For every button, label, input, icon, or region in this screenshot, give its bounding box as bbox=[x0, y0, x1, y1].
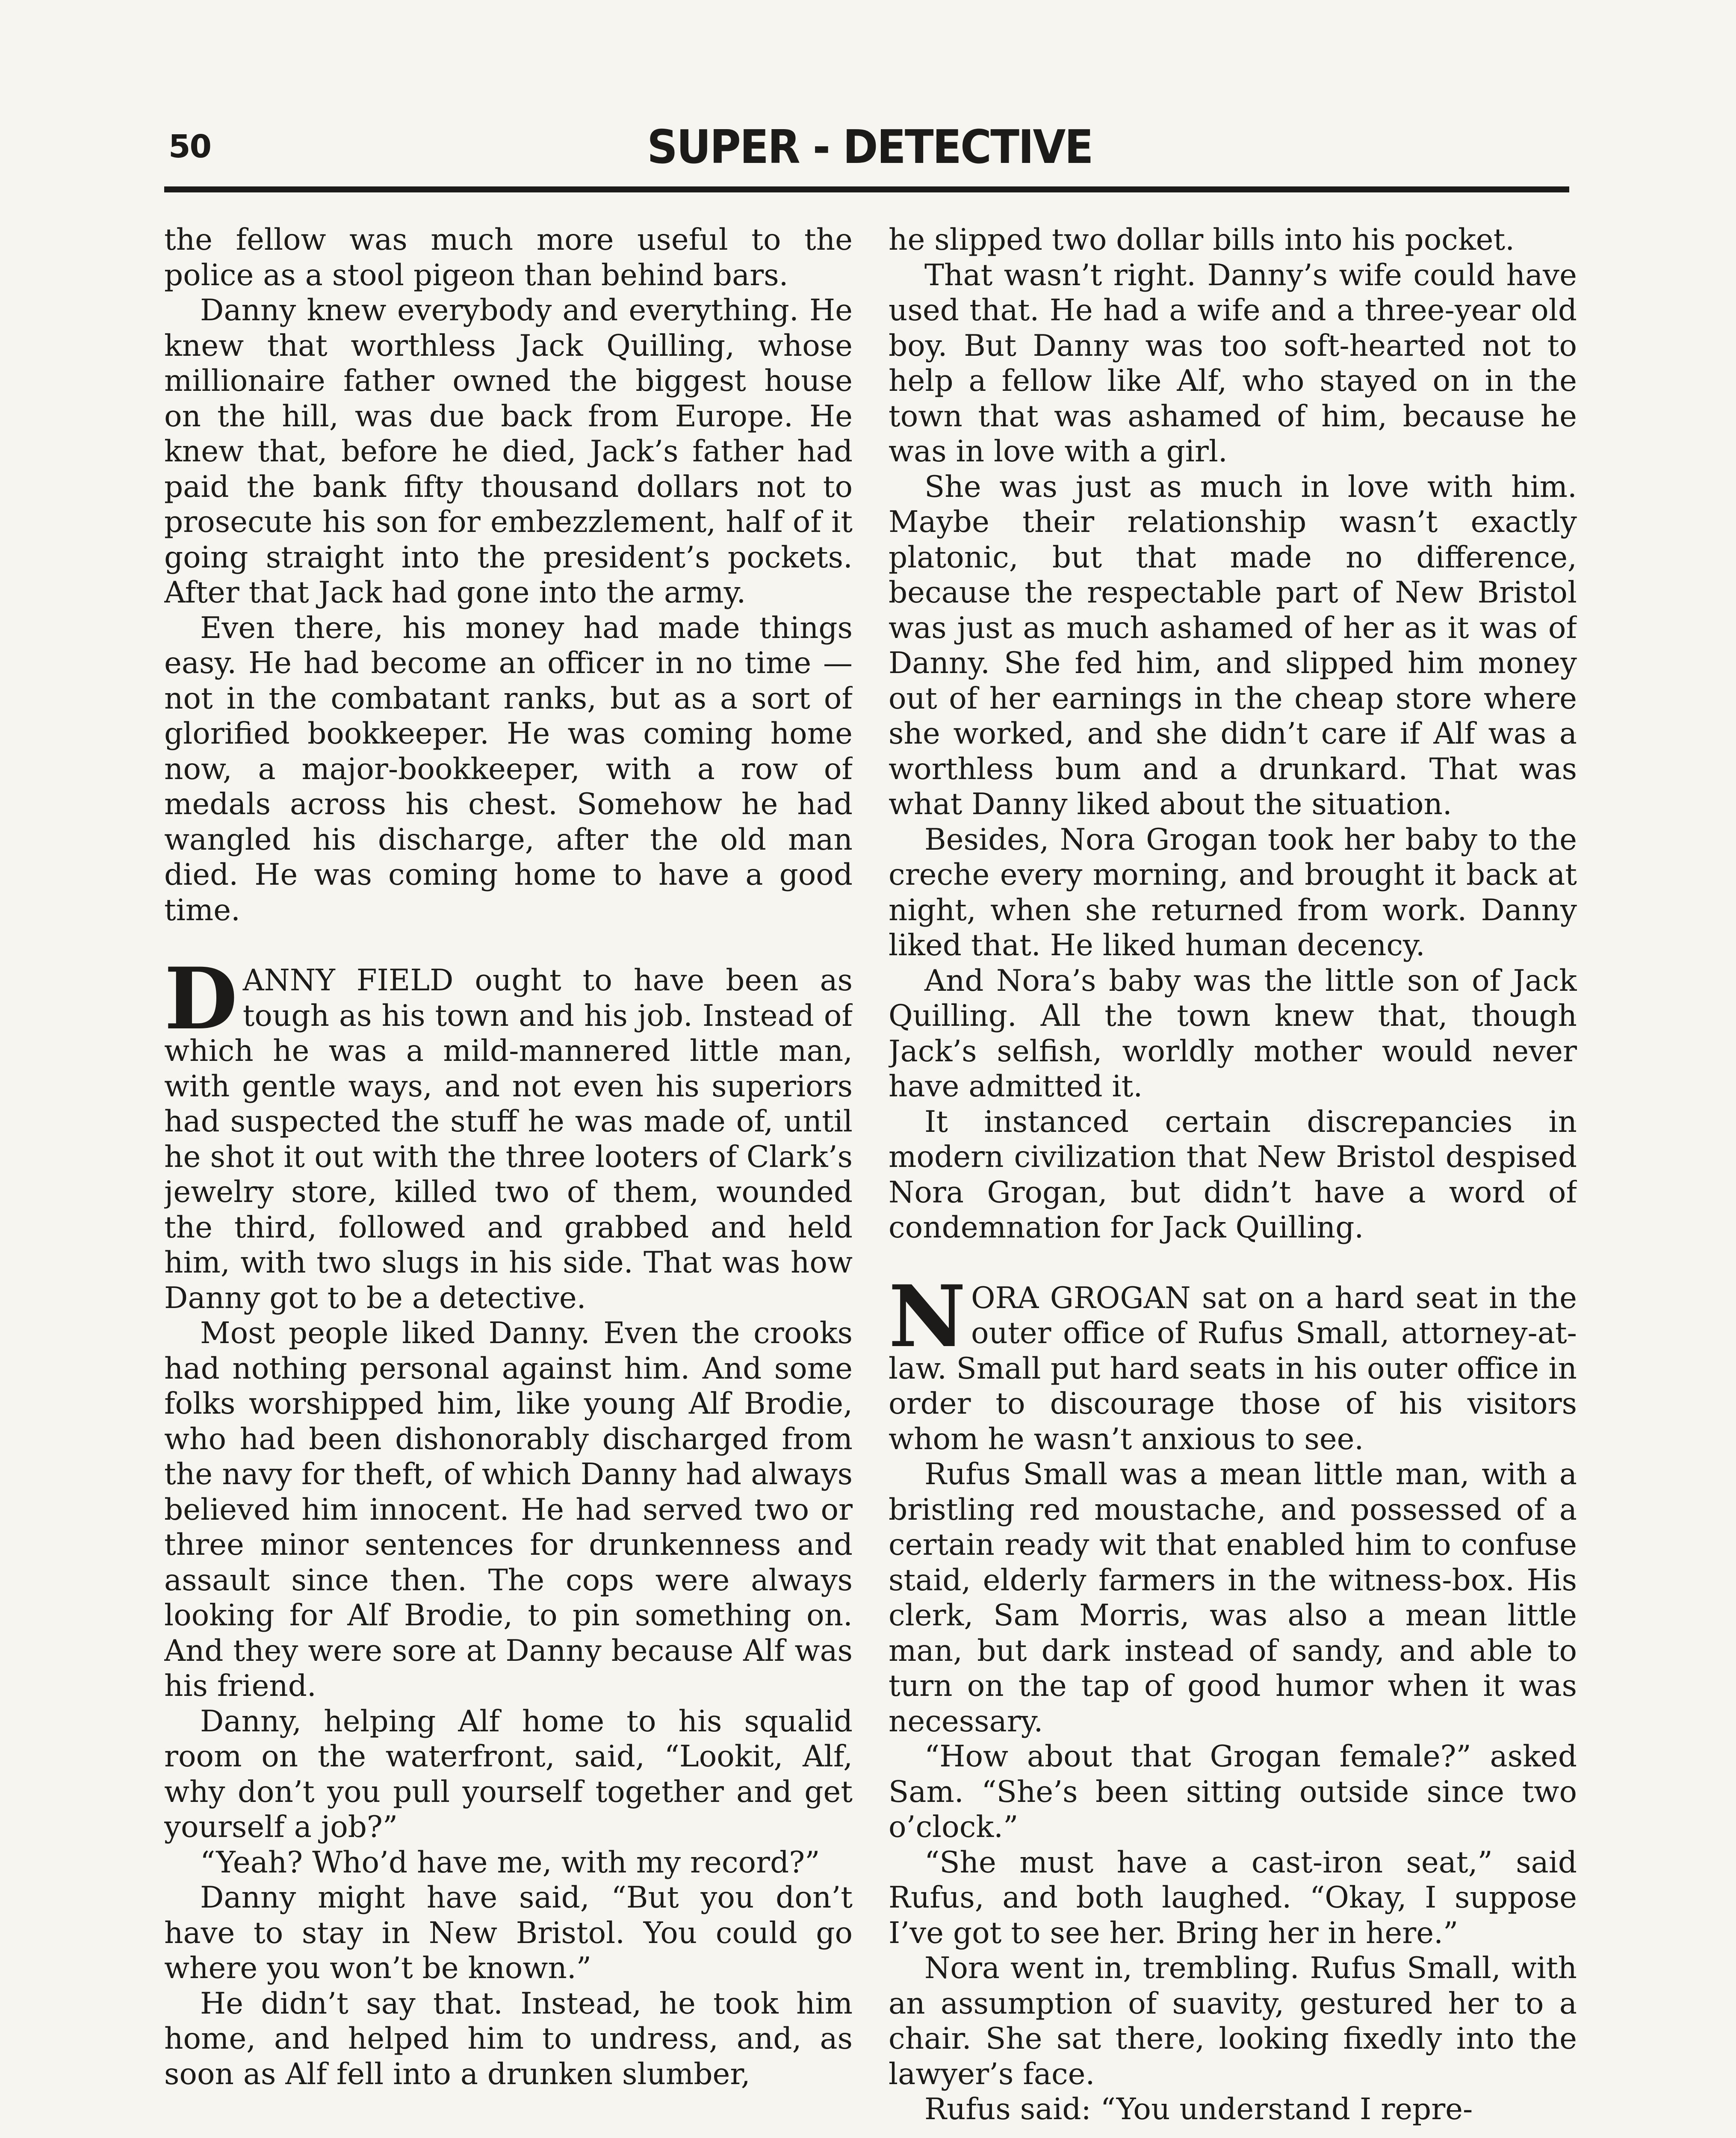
paragraph: That wasn’t right. Danny’s wife could have used that. He had a wife and a three-year old boy. But Danny was too soft-hearted not to help a fellow like Alf, who stayed on in the town that was ashamed of him, because he was in love with a girl. bbox=[889, 258, 1577, 469]
paragraph: Rufus said: “You understand I repre- bbox=[924, 2092, 1473, 2126]
page-number: 50 bbox=[168, 128, 211, 165]
paragraph: Nora went in, trembling. Rufus Small, with an assumption of suavity, gestured her to a chair. She sat there, looking fixedly into the lawyer’s face. bbox=[889, 1951, 1577, 2091]
paragraph: Even there, his money had made things easy. He had become an officer in no time —not in the combatant ranks, but as a sort of glorified bookkeeper. He was coming home now, a major-bookkeeper, with a row of medals across his chest. Somehow he had wangled his discharge, after the old man died. He was coming home to have a good time. bbox=[164, 611, 853, 927]
paragraph: Besides, Nora Grogan took her baby to the creche every morning, and brought it back at night, when she returned from work. Danny liked that. He liked human decency. bbox=[889, 822, 1577, 963]
paragraph: “Yeah? Who’d have me, with my record?” bbox=[200, 1845, 820, 1880]
paragraph: She was just as much in love with him. Maybe their relationship wasn’t exactly platonic, but that made no difference, because the respectable part of New Bristol was just as much ashamed of her as it was of Danny. She fed him, and slipped him money out of her earnings in the cheap store where she worked, and she didn’t care if Alf was a worthless bum and a drunkard. That was what Danny liked about the situation. bbox=[889, 470, 1577, 821]
left-column bbox=[164, 222, 853, 2138]
section-opening-paragraph bbox=[889, 1266, 1577, 1457]
paragraph: It instanced certain discrepancies in modern civilization that New Bristol despised Nora Grogan, but didn’t have a word of condemnation for Jack Quilling. bbox=[889, 1104, 1577, 1245]
paragraph: Danny knew everybody and everything. He knew that worthless Jack Quilling, whose millionaire father owned the biggest house on the hill, was due back from Europe. He knew that, before he died, Jack’s father had paid the bank fifty thousand dollars not to prosecute his son for embezzlement, half of it going straight into the president’s pockets. After that Jack had gone into the army. bbox=[164, 293, 853, 610]
paragraph-text: ANNY FIELD ought to have been as tough as his town and his job. Instead of which he was a mild-mannered little man, with gentle ways, and not even his superiors had suspected the stuff he was made of, until he shot it out with the three looters of Clark’s jewelry store, killed two of them, wounded the third, followed and grabbed and held him, with two slugs in his side. That was how Danny got to be a detective. bbox=[164, 963, 853, 1315]
section-opening-paragraph bbox=[164, 949, 853, 1316]
paragraph: Danny might have said, “But you don’t have to stay in New Bristol. You could go where you won’t be known.” bbox=[164, 1881, 853, 1985]
magazine-title: SUPER - DETECTIVE bbox=[647, 121, 1092, 174]
paragraph: he slipped two dollar bills into his pocket. bbox=[889, 223, 1515, 257]
paragraph: Rufus Small was a mean little man, with a bristling red moustache, and possessed of a certain ready wit that enabled him to confuse staid, elderly farmers in the witness-box. His clerk, Sam Morris, was also a mean little man, but dark instead of sandy, and able to turn on the tap of good humor when it was necessary. bbox=[889, 1457, 1577, 1739]
header-rule bbox=[164, 186, 1569, 192]
paragraph: the fellow was much more useful to the police as a stool pigeon than behind bars. bbox=[164, 223, 853, 292]
right-column bbox=[889, 222, 1577, 2138]
drop-cap: N bbox=[889, 1266, 966, 1366]
paragraph: “She must have a cast-iron seat,” said Rufus, and both laughed. “Okay, I suppose I’ve got to see her. Bring her in here.” bbox=[889, 1845, 1577, 1950]
paragraph: And Nora’s baby was the little son of Jack Quilling. All the town knew that, though Jack’s selfish, worldly mother would never have admitted it. bbox=[889, 963, 1577, 1104]
paragraph: He didn’t say that. Instead, he took him home, and helped him to undress, and, as soon as Alf fell into a drunken slumber, bbox=[164, 1986, 853, 2091]
drop-cap: D bbox=[164, 949, 238, 1048]
page-header bbox=[164, 112, 1575, 176]
paragraph: Danny, helping Alf home to his squalid room on the waterfront, said, “Lookit, Alf, why don’t you pull yourself together and get yourself a job?” bbox=[164, 1704, 853, 1844]
paragraph: Most people liked Danny. Even the crooks had nothing personal against him. And some folks worshipped him, like young Alf Brodie, who had been dishonorably discharged from the navy for theft, of which Danny had always believed him innocent. He had served two or three minor sentences for drunkenness and assault since then. The cops were always looking for Alf Brodie, to pin something on. And they were sore at Danny because Alf was his friend. bbox=[164, 1316, 853, 1703]
paragraph-text: ORA GROGAN sat on a hard seat in the outer office of Rufus Small, attorney-at-law. Small put hard seats in his outer office in order to discourage those of his visitors whom he wasn’t anxious to see. bbox=[889, 1281, 1577, 1456]
paragraph: “How about that Grogan female?” asked Sam. “She’s been sitting outside since two o’clock.” bbox=[889, 1739, 1577, 1844]
